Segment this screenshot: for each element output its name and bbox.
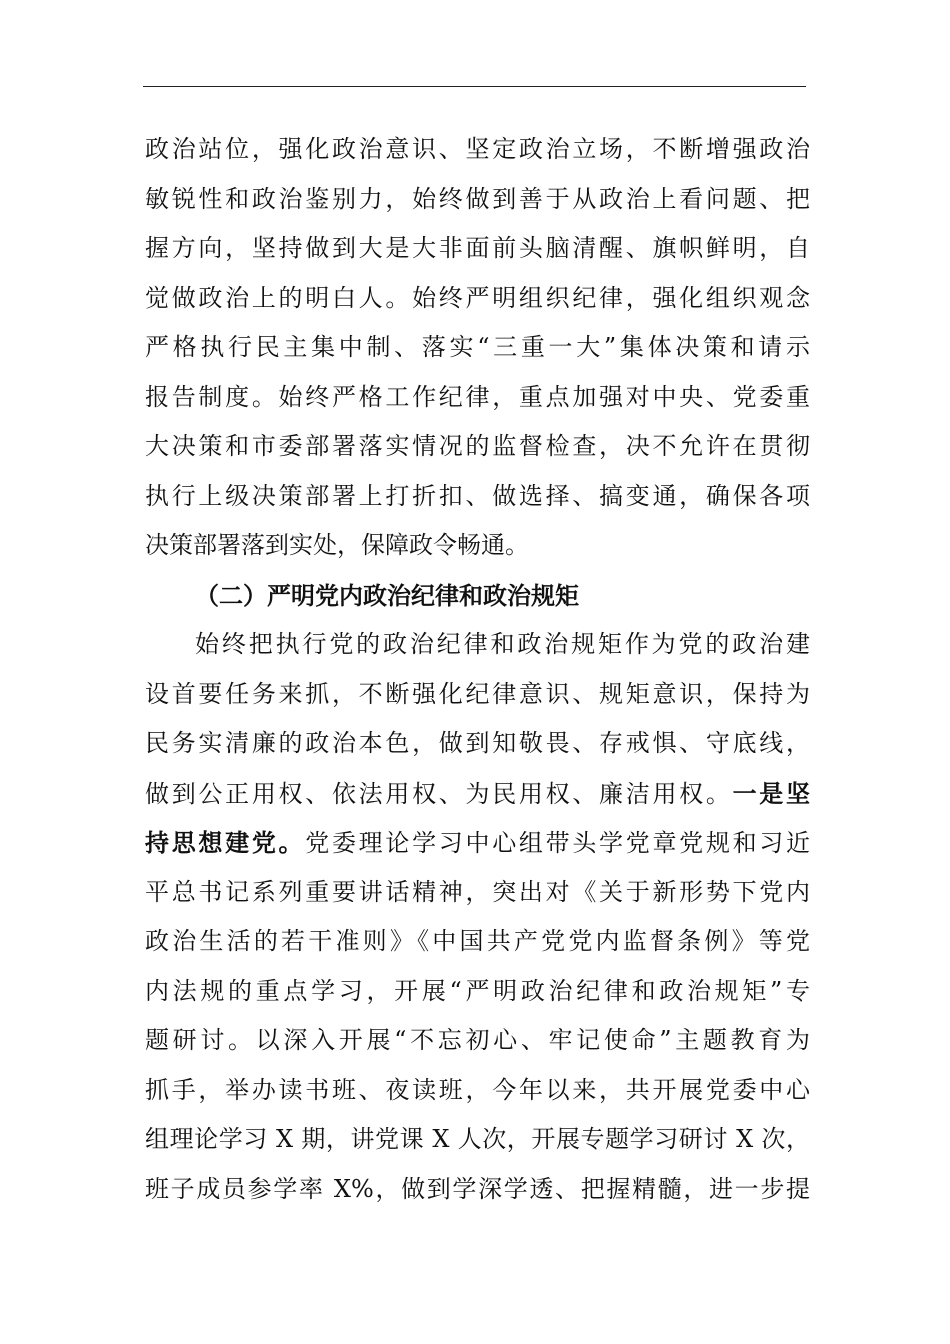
paragraph-line: 民务实清廉的政治本色，做到知敬畏、存戒惧、守底线， [145,729,810,757]
bold-lead-text: 一是坚 [732,778,811,808]
document-body [145,125,810,1214]
paragraph-line [145,818,810,868]
paragraph-line: 大决策和市委部署落实情况的监督检查，决不允许在贯彻 [145,432,810,460]
paragraph-line: 执行上级决策部署上打折扣、做选择、搞变通，确保各项 [145,481,810,510]
paragraph-line [145,769,810,819]
paragraph-line: 平总书记系列重要讲话精神，突出对《关于新形势下党内 [145,877,810,906]
paragraph-line: 题研讨。以深入开展“不忘初心、牢记使命”主题教育为 [145,1026,810,1054]
paragraph-line: 政治生活的若干准则》《中国共产党党内监督条例》等党 [145,927,810,955]
normal-text: 做到公正用权、依法用权、为民用权、廉洁用权。 [145,779,733,808]
paragraph-line: 觉做政治上的明白人。始终严明组织纪律，强化组织观念 [145,283,810,312]
paragraph-line: 严格执行民主集中制、落实“三重一大”集体决策和请示 [145,333,810,361]
paragraph-line: 始终把执行党的政治纪律和政治规矩作为党的政治建 [195,630,810,658]
paragraph-line: 设首要任务来抓，不断强化纪律意识、规矩意识，保持为 [145,679,810,708]
section-heading: （二）严明党内政治纪律和政治规矩 [195,580,579,610]
paragraph-line: 政治站位，强化政治意识、坚定政治立场，不断增强政治 [145,135,810,163]
paragraph-line: 报告制度。始终严格工作纪律，重点加强对中央、党委重 [145,382,810,411]
paragraph-line: 握方向，坚持做到大是大非面前头脑清醒、旗帜鲜明，自 [145,234,810,262]
bold-lead-text: 持思想建党。 [145,828,306,857]
paragraph-line: 组理论学习 X 期，讲党课 X 人次，开展专题学习研讨 X 次， [145,1125,810,1153]
paragraph-line: 抓手，举办读书班、夜读班，今年以来，共开展党委中心 [145,1075,810,1104]
paragraph-line: 内法规的重点学习，开展“严明政治纪律和政治规矩”专 [145,976,810,1005]
normal-text: 党委理论学习中心组带头学党章党规和习近 [305,829,810,857]
paragraph-line: 班子成员参学率 X%，做到学深学透、把握精髓，进一步提 [145,1174,810,1203]
header-rule [143,86,806,87]
paragraph-line: 决策部署落到实处，保障政令畅通。 [145,531,529,559]
paragraph-line: 敏锐性和政治鉴别力，始终做到善于从政治上看问题、把 [145,184,810,213]
